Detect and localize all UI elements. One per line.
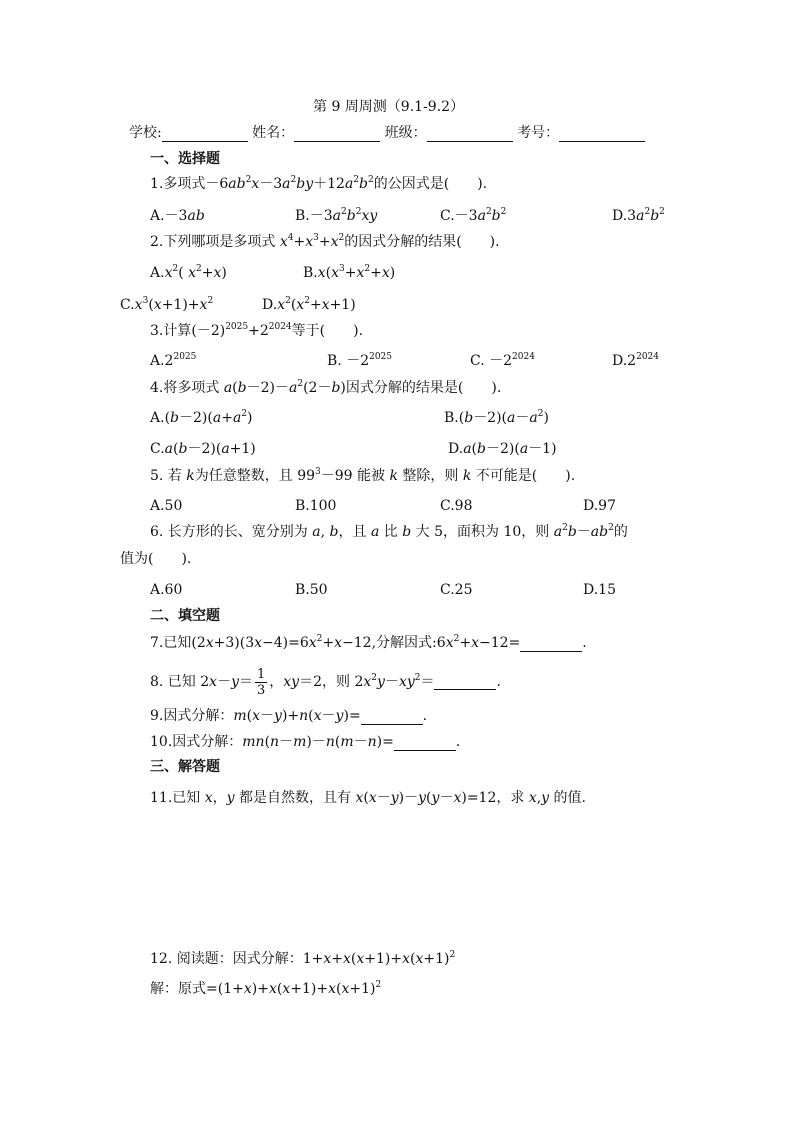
q8-text-pre: 8. 已知: [150, 674, 196, 690]
q4-c-label: C.: [150, 441, 165, 457]
q5-option-c[interactable]: C.98: [440, 498, 473, 514]
q3-d-label: D.2: [612, 353, 637, 369]
q4-d-label: D.: [448, 441, 464, 457]
q7-text-pre: 7.已知: [150, 635, 192, 651]
q8-numerator: 1: [257, 666, 266, 682]
q12-solution: 解：原式$=(1+x)+x(x+1)+x(x+1)^2$: [150, 980, 382, 997]
q2-option-a[interactable]: $A.x^2$( $x^2+x$): [150, 264, 227, 281]
q5-text-4: 不可能是( ).: [475, 468, 576, 484]
q8-answer-blank[interactable]: [434, 675, 496, 690]
question-7: 7.已知$(2x+3)(3x-4)=6x^2+x-12$,分解因式$:6x^2+x-12=$ .: [150, 634, 587, 651]
q2-option-b[interactable]: $B.x(x^3+x^2+x)$: [303, 264, 396, 281]
q4-text-post: 因式分解的结果是( ).: [345, 380, 502, 396]
q2-text-post: 的因式分解的结果( ).: [344, 234, 500, 250]
q1-text-mid2: ＋12: [313, 176, 345, 192]
question-11: 11.已知 x，y 都是自然数，且有 x(x－y)－y(y－x)=12，求 x,y 的值.: [150, 790, 586, 806]
q5-text-pre: 5. 若: [150, 468, 182, 484]
question-1: 1.多项式$-6ab^2x-3a^2by+12a^2b^2$的公因式是( ).: [150, 175, 488, 192]
q6-text-3: 大 5，面积为 10，则: [415, 524, 550, 540]
q7-answer-blank[interactable]: [520, 637, 582, 652]
q3-option-c[interactable]: [470, 352, 535, 370]
q1-c-label: C.－3: [440, 208, 478, 224]
q3-text-pre: 3.计算(－2): [150, 323, 226, 339]
q3-a-exp: 2025: [173, 352, 197, 362]
school-label: 学校:: [129, 125, 162, 141]
q3-exp2: 2024: [268, 322, 292, 332]
question-5: 5. 若 k为任意整数，且 $99^3-99$ 能被 k 整除，则 k 不可能是( ).: [150, 467, 576, 484]
section-heading-fill: 二、填空题: [150, 608, 220, 624]
q9-text-pre: 9.因式分解：: [150, 708, 234, 724]
q10-text-pre: 10.因式分解：: [150, 734, 243, 750]
q5-text-1: 为任意整数，且 99: [194, 468, 316, 484]
q4-option-b[interactable]: $B.(b-2)(a-a^2)$: [444, 409, 549, 426]
class-label: 班级：: [384, 125, 427, 141]
exam-no-blank[interactable]: [559, 127, 645, 142]
class-blank[interactable]: [427, 127, 513, 142]
q4-a-label: A.: [150, 410, 165, 426]
q8-text-mid2: ＝2，则: [299, 674, 351, 690]
name-blank[interactable]: [294, 127, 380, 142]
q2-d-label: D.: [262, 297, 278, 313]
q6-option-d[interactable]: D.15: [583, 582, 616, 598]
question-12: 12. 阅读题：因式分解：$1+x+x(x+1)+x(x+1)^2$: [150, 950, 456, 967]
q1-option-d[interactable]: $D.3a^2b^2$: [612, 207, 665, 224]
q8-text-post: ＝: [420, 674, 435, 690]
q1-text-post: 的公因式是( ).: [373, 176, 488, 192]
q2-b-label: B.: [303, 265, 318, 281]
question-6: 6. 长方形的长、宽分别为 a, b，且 a 比 b 大 5，面积为 10，则 $a^2b-ab^2$的: [150, 523, 628, 540]
q8-text-mid: ，: [269, 674, 284, 690]
header-fields: [129, 124, 645, 142]
q6-text-1: ，且: [338, 524, 367, 540]
q3-exp1: 2025: [225, 322, 249, 332]
q3-d-exp: 2024: [636, 352, 659, 362]
q3-option-a[interactable]: [150, 352, 196, 370]
q6-text-4: 的: [613, 524, 628, 540]
q2-c-label: C.: [120, 297, 135, 313]
q3-c-exp: 2024: [512, 352, 535, 362]
school-blank[interactable]: [162, 127, 248, 142]
q6-text-line2: 值为( ).: [120, 551, 192, 567]
q4-text-pre: 4.将多项式: [150, 380, 220, 396]
q6-text-2: 比: [383, 524, 398, 540]
q5-option-a[interactable]: A.50: [150, 498, 183, 514]
section-heading-choice: 一、选择题: [150, 151, 220, 167]
q11-text-2: =12，求: [466, 790, 525, 806]
name-label: 姓名：: [252, 125, 295, 141]
q6-text-pre: 6. 长方形的长、宽分别为: [150, 524, 308, 540]
q8-denominator: 3: [257, 682, 266, 698]
q4-b-label: B.: [444, 410, 459, 426]
question-8: 8. 已知 2x－y＝ $\frac{1}{3}$ ，xy＝2，则 $2x^2y-xy^2=$ .: [150, 666, 501, 698]
q5-text-3: 整除，则: [402, 468, 459, 484]
q2-text-pre: 2.下列哪项是多项式: [150, 234, 276, 250]
q7-text-post: =: [508, 635, 521, 651]
section-heading-answer: 三、解答题: [150, 759, 220, 775]
q4-option-c[interactable]: C.a(b－2)(a+1): [150, 441, 256, 457]
q3-option-d[interactable]: [612, 352, 659, 370]
q9-answer-blank[interactable]: [361, 710, 423, 725]
q1-option-b[interactable]: $B.-3a^2b^2xy$: [295, 207, 378, 224]
q11-text-3: 的值.: [553, 790, 586, 806]
q11-text-pre: 11.已知: [150, 790, 201, 806]
q3-c-label: C. －2: [470, 353, 513, 369]
q3-a-label: A.2: [150, 353, 174, 369]
question-2: 2.下列哪项是多项式 $x^4+x^3+x^2$的因式分解的结果( ).: [150, 233, 500, 250]
question-9: 9.因式分解：m(x－y)+n(x－y)= .: [150, 708, 428, 724]
q5-text-2: －99 能被: [320, 468, 386, 484]
q11-text-1: 都是自然数，且有: [239, 790, 351, 806]
q4-option-a[interactable]: $A.(b-2)(a+a^2)$: [150, 409, 253, 426]
q1-option-c[interactable]: $C.-3a^2b^2$: [440, 207, 507, 224]
q10-answer-blank[interactable]: [394, 736, 456, 751]
question-3: 3.计算$(-2)^{2025}+2^{2024}$等于( ).: [150, 322, 364, 339]
q5-option-d[interactable]: D.97: [583, 498, 616, 514]
q1-text-mid1: －3: [259, 176, 283, 192]
question-4: 4.将多项式 $a(b-2)-a^2(2-b)$因式分解的结果是( ).: [150, 379, 502, 396]
q2-a-label: A.: [150, 265, 165, 281]
q1-b-label: B.－3: [295, 208, 333, 224]
q2-option-d[interactable]: $D.x^2(x^2+x+1)$: [262, 296, 356, 313]
q1-option-a[interactable]: A.－3ab: [150, 208, 205, 224]
q7-text-mid: ,分解因式:: [371, 635, 437, 651]
q6-option-b[interactable]: B.50: [295, 582, 328, 598]
q2-option-c[interactable]: $C.x^3(x+1)+x^2$: [120, 296, 214, 313]
q10-text-post: =: [382, 734, 394, 750]
q9-text-post: =: [348, 708, 361, 724]
q8-fraction: [255, 667, 267, 698]
q3-b-label: B. －2: [327, 353, 370, 369]
q5-option-b[interactable]: B.100: [295, 498, 337, 514]
q3-b-exp: 2025: [369, 352, 393, 362]
q12-solution-label: 解：原式=: [150, 981, 218, 997]
q12-text-pre: 12. 阅读题：因式分解：: [150, 951, 303, 967]
q1-text-pre: 1.多项式－6: [150, 176, 229, 192]
q6-option-c[interactable]: C.25: [440, 582, 473, 598]
q3-option-b[interactable]: [327, 352, 392, 370]
q1-a-label: A.－3: [150, 208, 188, 224]
q4-option-d[interactable]: D.a(b－2)(a－1): [448, 441, 557, 457]
page-title: 第 9 周周测（9.1-9.2）: [313, 99, 465, 115]
q3-text-post: 等于( ).: [291, 323, 364, 339]
question-10: 10.因式分解：mn(n－m)－n(m－n)= .: [150, 734, 461, 750]
exam-no-label: 考号：: [517, 125, 560, 141]
q1-d-label: D.3: [612, 208, 637, 224]
q6-option-a[interactable]: A.60: [150, 582, 183, 598]
